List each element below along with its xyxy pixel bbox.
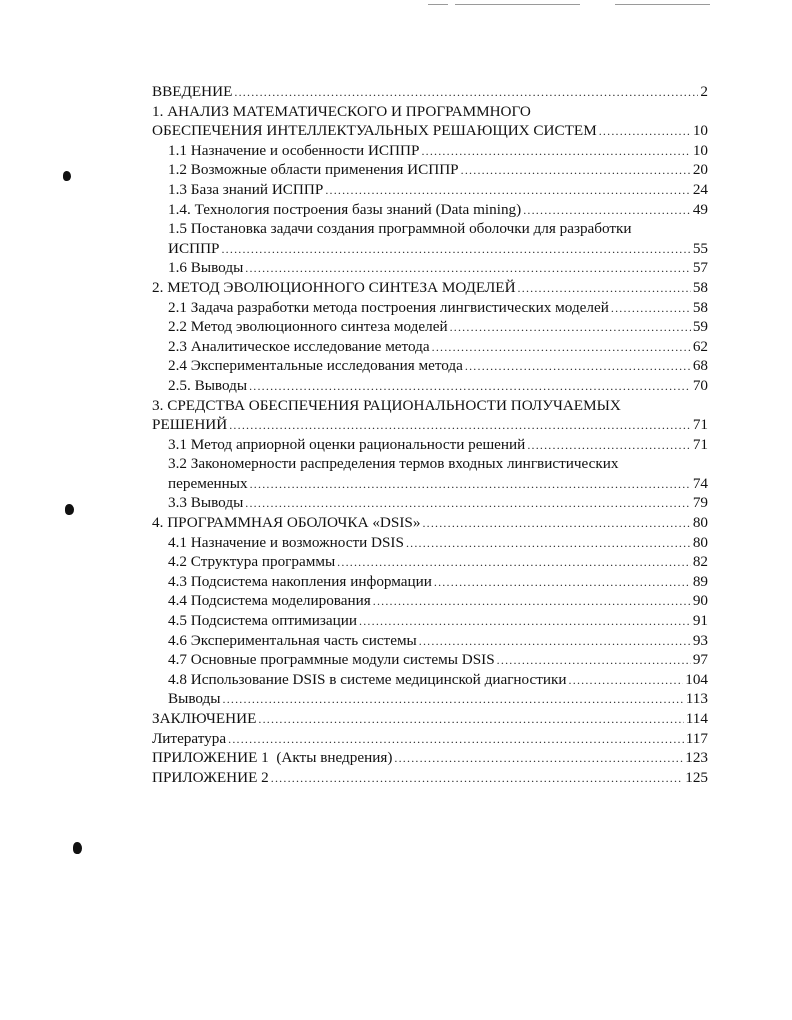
subsection-title-line[interactable]: 1.5 Постановка задачи создания программной оболочки для разработки bbox=[168, 220, 632, 238]
entry-title: ОБЕСПЕЧЕНИЯ ИНТЕЛЛЕКТУАЛЬНЫХ РЕШАЮЩИХ СИСТЕМ bbox=[152, 122, 597, 140]
entry-title: 4.2 Структура программы bbox=[168, 553, 336, 571]
entry-title: 1.2 Возможные области применения ИСППР bbox=[168, 161, 459, 179]
toc-entry-appendix-1[interactable] bbox=[152, 748, 708, 768]
toc-entry-2-4[interactable] bbox=[152, 356, 708, 376]
dot-leader bbox=[450, 321, 691, 333]
dot-leader bbox=[229, 419, 691, 431]
dot-leader bbox=[228, 733, 684, 745]
dot-leader bbox=[461, 164, 691, 176]
toc-entry-appendix-2[interactable] bbox=[152, 768, 708, 788]
entry-title: 1.6 Выводы bbox=[168, 259, 244, 277]
entry-page: 20 bbox=[692, 161, 708, 179]
toc-entry-4-7[interactable] bbox=[152, 650, 708, 670]
entry-title: ПРИЛОЖЕНИЕ 1 (Акты внедрения) bbox=[152, 749, 393, 767]
entry-title: 4. ПРОГРАММНАЯ ОБОЛОЧКА «DSIS» bbox=[152, 514, 421, 532]
entry-page: 117 bbox=[685, 729, 708, 747]
toc-entry-1-2[interactable] bbox=[152, 160, 708, 180]
entry-title: 4.1 Назначение и возможности DSIS bbox=[168, 533, 404, 551]
dot-leader bbox=[569, 674, 684, 686]
entry-page: 104 bbox=[685, 670, 708, 688]
dot-leader bbox=[245, 497, 691, 509]
entry-page: 49 bbox=[692, 200, 708, 218]
entry-title: 2. МЕТОД ЭВОЛЮЦИОННОГО СИНТЕЗА МОДЕЛЕЙ bbox=[152, 278, 516, 296]
toc-entry-2-1[interactable] bbox=[152, 298, 708, 318]
entry-page: 10 bbox=[692, 141, 708, 159]
toc-entry-chapter-1[interactable] bbox=[152, 121, 708, 141]
table-of-contents bbox=[152, 82, 708, 787]
ink-speck bbox=[63, 171, 71, 181]
entry-title: переменных bbox=[168, 474, 248, 492]
dot-leader bbox=[245, 262, 691, 274]
entry-title: 4.6 Экспериментальная часть системы bbox=[168, 631, 417, 649]
entry-page: 74 bbox=[692, 474, 708, 492]
dot-leader bbox=[221, 243, 690, 255]
toc-entry-4-2[interactable] bbox=[152, 552, 708, 572]
entry-page: 93 bbox=[692, 631, 708, 649]
dot-leader bbox=[337, 556, 691, 568]
dot-leader bbox=[599, 125, 691, 137]
toc-entry-1-3[interactable] bbox=[152, 180, 708, 200]
toc-entry-intro[interactable] bbox=[152, 82, 708, 102]
toc-entry-2-5[interactable] bbox=[152, 376, 708, 396]
dot-leader bbox=[497, 654, 691, 666]
dot-leader bbox=[523, 204, 691, 216]
toc-entry-2-3[interactable] bbox=[152, 337, 708, 357]
dot-leader bbox=[518, 282, 691, 294]
dot-leader bbox=[249, 380, 691, 392]
dot-leader bbox=[421, 145, 690, 157]
entry-title: Литература bbox=[152, 729, 227, 747]
dot-leader bbox=[465, 360, 691, 372]
entry-page: 89 bbox=[692, 572, 708, 590]
chapter-title-line[interactable]: 3. СРЕДСТВА ОБЕСПЕЧЕНИЯ РАЦИОНАЛЬНОСТИ ПОЛУЧАЕМЫХ bbox=[152, 396, 621, 414]
dot-leader bbox=[271, 772, 683, 784]
dot-leader bbox=[432, 341, 691, 353]
entry-page: 58 bbox=[692, 298, 708, 316]
entry-page: 90 bbox=[692, 592, 708, 610]
entry-page: 2 bbox=[700, 83, 708, 100]
toc-chapter-1 bbox=[152, 102, 708, 278]
entry-title: 2.4 Экспериментальные исследования метода bbox=[168, 357, 463, 375]
toc-entry-3-3[interactable] bbox=[152, 493, 708, 513]
entry-page: 24 bbox=[692, 180, 708, 198]
entry-title: 4.4 Подсистема моделирования bbox=[168, 592, 371, 610]
toc-entry-3-2[interactable] bbox=[152, 474, 708, 494]
entry-page: 123 bbox=[685, 749, 708, 767]
toc-entry-4-4[interactable] bbox=[152, 591, 708, 611]
entry-page: 97 bbox=[692, 651, 708, 669]
entry-page: 114 bbox=[685, 710, 708, 727]
scan-line bbox=[615, 4, 710, 5]
entry-page: 79 bbox=[692, 494, 708, 512]
ink-speck bbox=[73, 842, 82, 854]
entry-title: ЗАКЛЮЧЕНИЕ bbox=[152, 710, 257, 727]
ink-speck bbox=[65, 504, 74, 515]
entry-title: 2.1 Задача разработки метода построения лингвистических моделей bbox=[168, 298, 609, 316]
entry-title: 4.7 Основные программные модули системы DSIS bbox=[168, 651, 495, 669]
chapter-title-line[interactable]: 1. АНАЛИЗ МАТЕМАТИЧЕСКОГО И ПРОГРАММНОГО bbox=[152, 102, 531, 120]
entry-title: Выводы bbox=[168, 690, 221, 708]
toc-chapter-2 bbox=[152, 278, 708, 396]
entry-title: 4.8 Использование DSIS в системе медицинской диагностики bbox=[168, 670, 567, 688]
toc-entry-1-4[interactable] bbox=[152, 200, 708, 220]
toc-chapter-4 bbox=[152, 513, 708, 709]
scan-line bbox=[455, 4, 580, 5]
entry-title: 1.4. Технология построения базы знаний (Data mining) bbox=[168, 200, 522, 218]
entry-page: 125 bbox=[685, 768, 708, 786]
entry-page: 68 bbox=[692, 357, 708, 375]
toc-entry-4-6[interactable] bbox=[152, 631, 708, 651]
entry-title: 3.3 Выводы bbox=[168, 494, 244, 512]
dot-leader bbox=[359, 615, 691, 627]
dot-leader bbox=[611, 302, 691, 314]
toc-entry-4-conclusions[interactable] bbox=[152, 689, 708, 709]
dot-leader bbox=[422, 517, 690, 529]
toc-entry-1-1[interactable] bbox=[152, 141, 708, 161]
subsection-title-line[interactable]: 3.2 Закономерности распределения термов входных лингвистических bbox=[168, 455, 619, 473]
toc-entry-1-5[interactable] bbox=[152, 239, 708, 259]
entry-title: 3.1 Метод априорной оценки рациональности решений bbox=[168, 435, 526, 453]
entry-title: 4.3 Подсистема накопления информации bbox=[168, 572, 432, 590]
toc-entry-4-8[interactable] bbox=[152, 670, 708, 690]
entry-title: ИСППР bbox=[168, 239, 220, 257]
entry-title: ПРИЛОЖЕНИЕ 2 bbox=[152, 768, 269, 786]
entry-page: 57 bbox=[692, 259, 708, 277]
entry-page: 91 bbox=[692, 612, 708, 630]
toc-entry-literature[interactable] bbox=[152, 729, 708, 749]
entry-title: 1.3 База знаний ИСППР bbox=[168, 180, 324, 198]
toc-entry-chapter-2[interactable] bbox=[152, 278, 708, 298]
entry-title: 2.3 Аналитическое исследование метода bbox=[168, 337, 430, 355]
entry-page: 55 bbox=[692, 239, 708, 257]
toc-entry-conclusion[interactable] bbox=[152, 709, 708, 729]
dot-leader bbox=[373, 595, 691, 607]
toc-entry-chapter-4[interactable] bbox=[152, 513, 708, 533]
toc-entry-3-1[interactable] bbox=[152, 435, 708, 455]
toc-entry-chapter-3[interactable] bbox=[152, 415, 708, 435]
toc-entry-4-5[interactable] bbox=[152, 611, 708, 631]
dot-leader bbox=[419, 635, 691, 647]
dot-leader bbox=[406, 537, 691, 549]
entry-page: 70 bbox=[692, 376, 708, 394]
entry-title: 4.5 Подсистема оптимизации bbox=[168, 612, 358, 630]
dot-leader bbox=[527, 439, 691, 451]
entry-page: 80 bbox=[692, 514, 708, 532]
entry-page: 10 bbox=[692, 122, 708, 140]
entry-page: 113 bbox=[685, 690, 708, 708]
entry-title: ВВЕДЕНИЕ bbox=[152, 83, 233, 100]
entry-title: 2.5. Выводы bbox=[168, 376, 248, 394]
dot-leader bbox=[258, 713, 683, 725]
entry-title: 2.2 Метод эволюционного синтеза моделей bbox=[168, 318, 448, 336]
toc-entry-4-1[interactable] bbox=[152, 533, 708, 553]
dot-leader bbox=[434, 576, 691, 588]
dot-leader bbox=[250, 478, 691, 490]
toc-chapter-3 bbox=[152, 396, 708, 514]
scan-line bbox=[428, 4, 448, 5]
entry-page: 62 bbox=[692, 337, 708, 355]
dot-leader bbox=[394, 752, 683, 764]
toc-entry-1-6[interactable] bbox=[152, 258, 708, 278]
entry-page: 71 bbox=[692, 435, 708, 453]
entry-page: 59 bbox=[692, 318, 708, 336]
entry-title: 1.1 Назначение и особенности ИСППР bbox=[168, 141, 420, 159]
entry-page: 71 bbox=[692, 416, 708, 434]
entry-page: 58 bbox=[692, 278, 708, 296]
toc-entry-4-3[interactable] bbox=[152, 572, 708, 592]
toc-entry-2-2[interactable] bbox=[152, 317, 708, 337]
entry-page: 82 bbox=[692, 553, 708, 571]
entry-title: РЕШЕНИЙ bbox=[152, 416, 228, 434]
dot-leader bbox=[234, 86, 698, 98]
dot-leader bbox=[325, 184, 691, 196]
entry-page: 80 bbox=[692, 533, 708, 551]
dot-leader bbox=[223, 693, 684, 705]
